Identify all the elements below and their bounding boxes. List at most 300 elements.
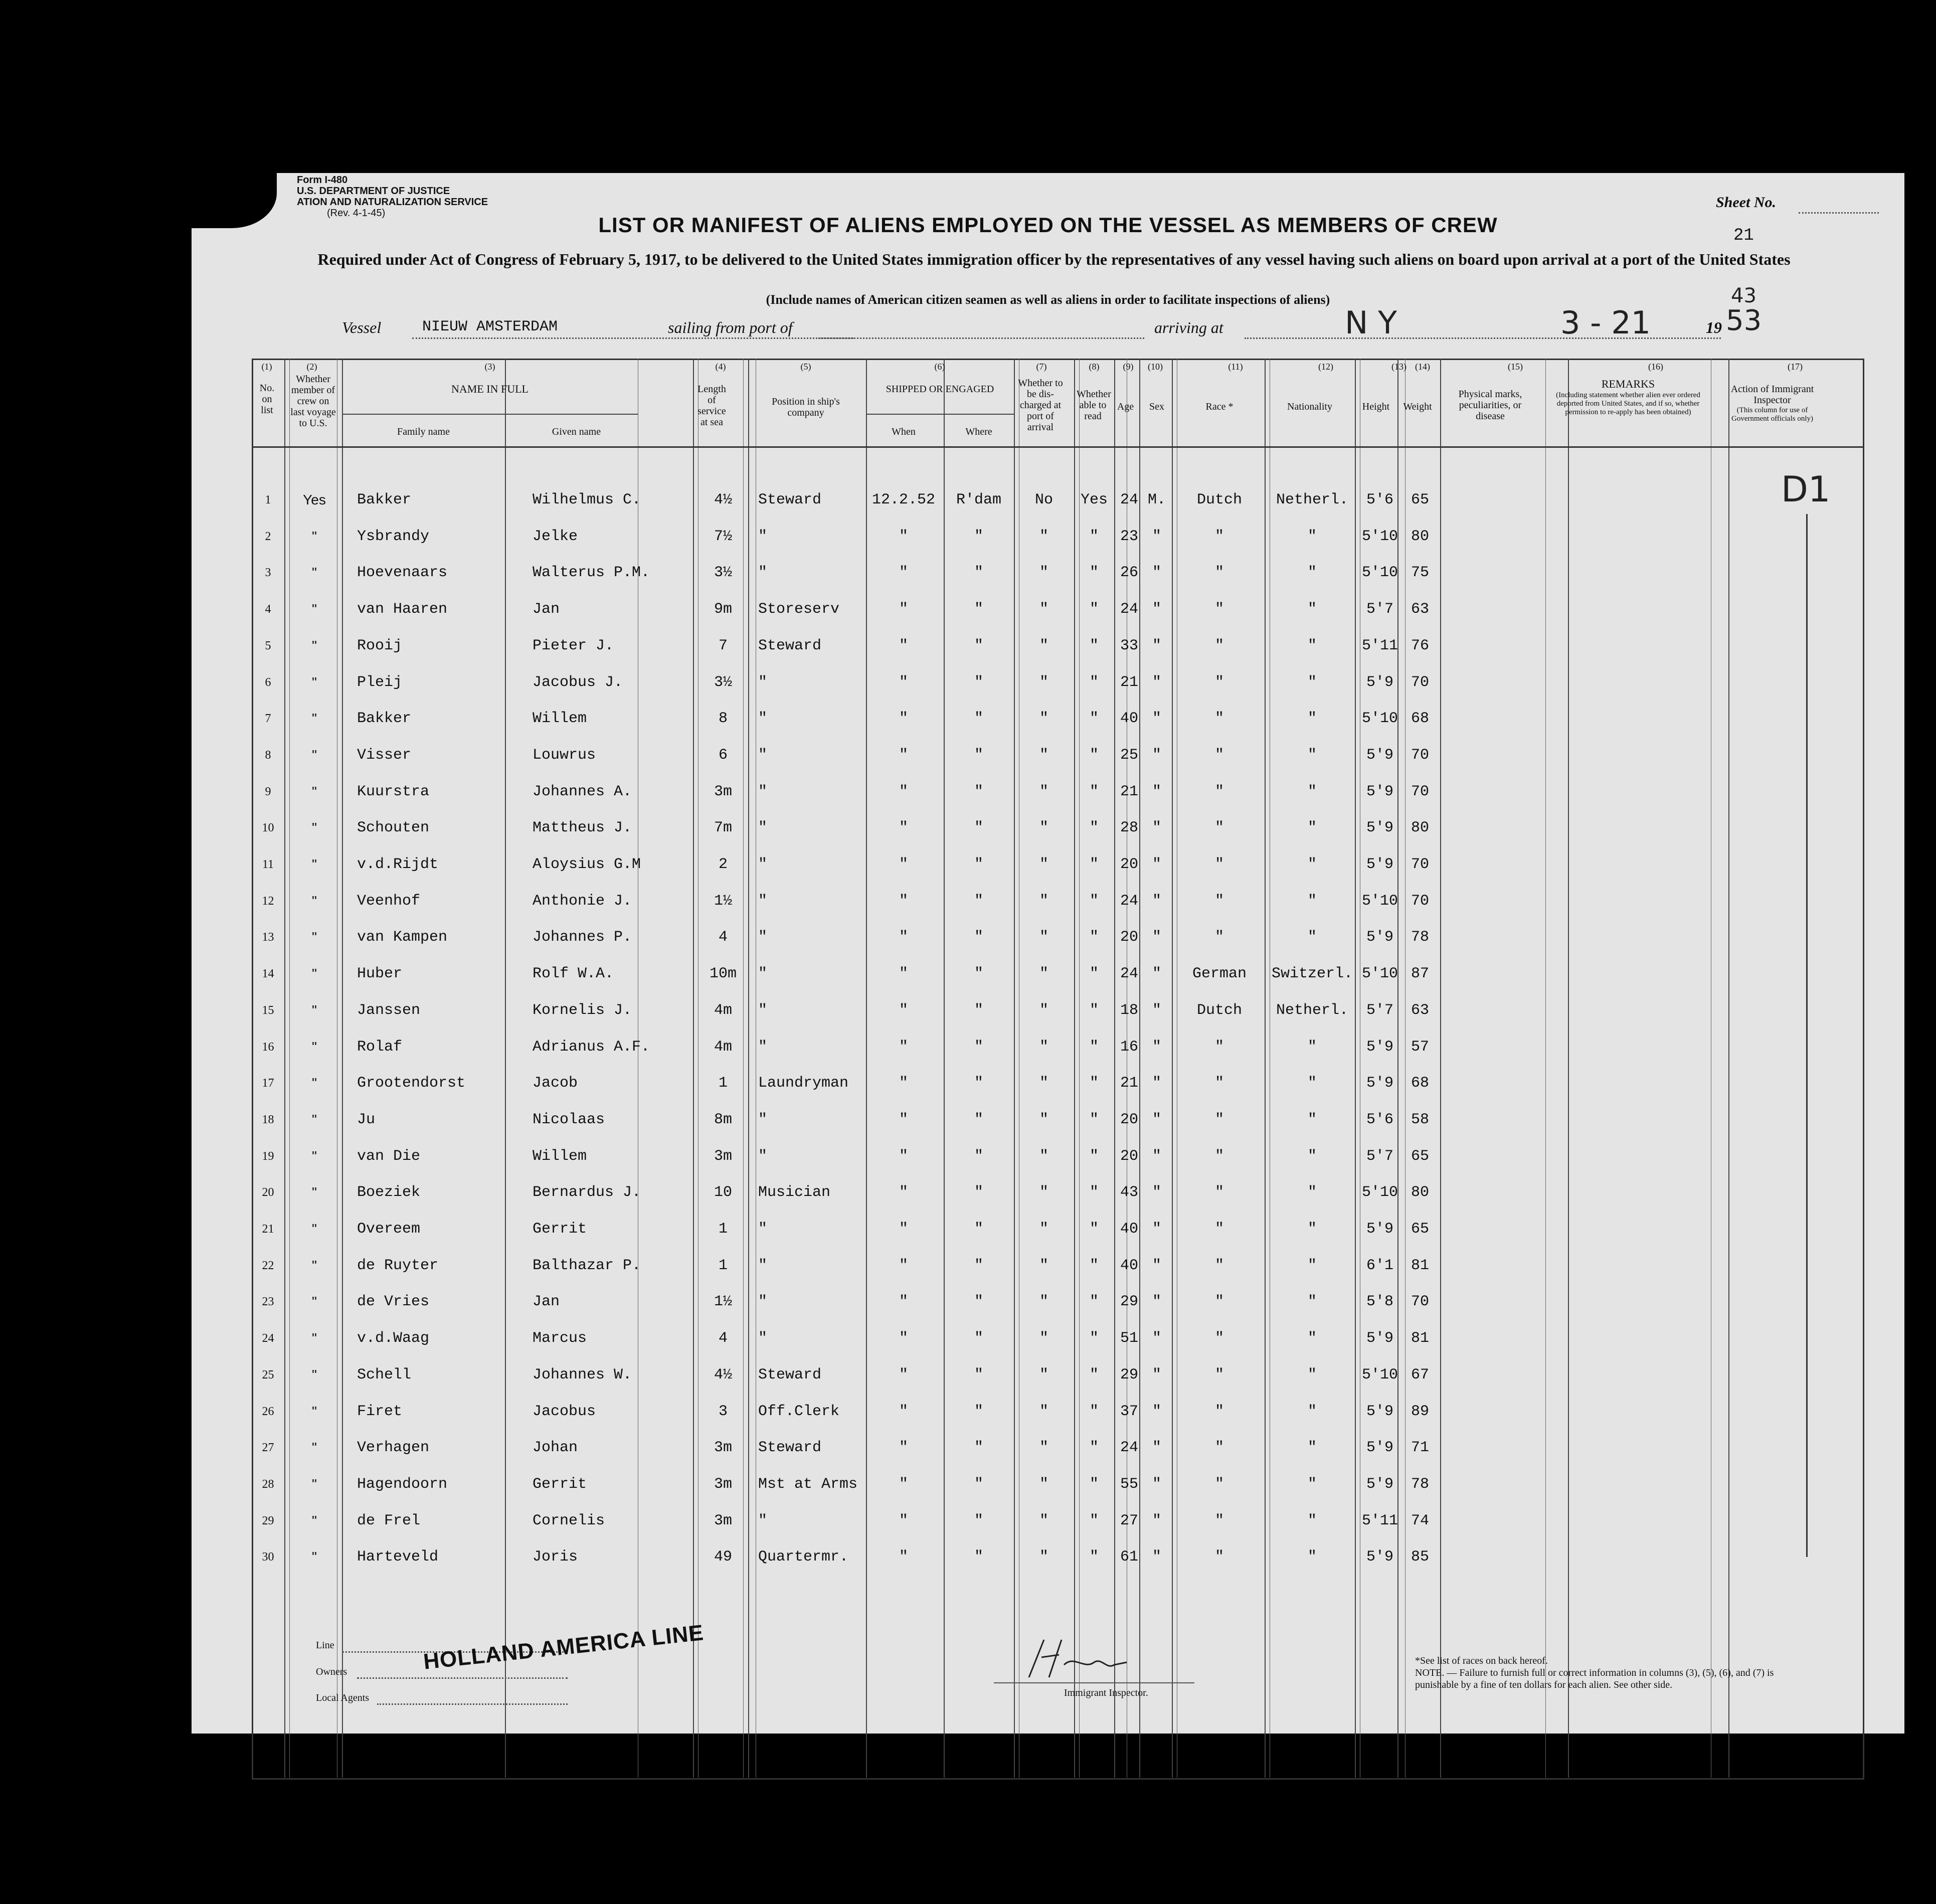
cell-position: " — [758, 819, 768, 837]
cell-shipped-when: " — [899, 1257, 908, 1274]
cell-family-name: Pleij — [357, 673, 403, 691]
cell-able-read: " — [1089, 892, 1099, 910]
cell-shipped-when: " — [899, 1548, 908, 1566]
cell-given-name: Louwrus — [533, 746, 596, 764]
cell-race: " — [1214, 710, 1224, 728]
cell-given-name: Kornelis J. — [533, 1001, 632, 1019]
cell-sex: " — [1152, 819, 1161, 837]
cell-family-name: Hoevenaars — [357, 564, 448, 582]
cell-no: 19 — [262, 1149, 274, 1163]
cell-member: " — [312, 711, 317, 727]
cell-sex: " — [1152, 965, 1161, 983]
cell-shipped-where: " — [974, 1075, 983, 1092]
cell-shipped-where: " — [974, 746, 983, 764]
sheet-number: 21 — [1733, 226, 1754, 245]
footer-owners-label: Owners — [316, 1666, 347, 1677]
cell-age: 33 — [1120, 637, 1138, 654]
cell-able-read: " — [1089, 1147, 1099, 1165]
cell-position: " — [758, 929, 768, 946]
cell-shipped-when: " — [899, 1512, 908, 1529]
cell-age: 21 — [1120, 783, 1138, 800]
cell-age: 55 — [1120, 1475, 1138, 1493]
cell-given-name: Walterus P.M. — [533, 564, 650, 582]
cell-no: 26 — [262, 1405, 274, 1418]
vessel-name: NIEUW AMSTERDAM — [422, 318, 558, 335]
cell-given-name: Anthonie J. — [533, 892, 632, 910]
cell-family-name: Visser — [357, 746, 412, 764]
cell-shipped-where: " — [974, 637, 983, 654]
cell-discharged: " — [1039, 601, 1048, 618]
cell-position: " — [758, 1038, 768, 1056]
cell-height: 5'11 — [1361, 1512, 1398, 1529]
year-prefix: 19 — [1706, 318, 1722, 336]
cell-sex: " — [1152, 1548, 1161, 1566]
column-rule — [1265, 359, 1266, 1778]
column-rule — [1114, 359, 1115, 1778]
cell-age: 18 — [1120, 1001, 1138, 1019]
cell-age: 24 — [1120, 601, 1138, 618]
cell-position: " — [758, 1001, 768, 1019]
cell-length-service: 6 — [718, 746, 728, 764]
cell-height: 5'6 — [1366, 1111, 1393, 1128]
cell-race: German — [1192, 965, 1247, 983]
cell-position: Quartermr. — [758, 1548, 849, 1566]
cell-race: " — [1214, 1475, 1224, 1493]
hdr-action: Action of Immigrant Inspector — [1730, 384, 1814, 406]
cell-able-read: " — [1089, 564, 1099, 582]
hdr-where: Where — [965, 426, 992, 437]
cell-age: 25 — [1120, 746, 1138, 764]
cell-given-name: Rolf W.A. — [533, 965, 614, 983]
column-rule — [748, 359, 749, 1778]
cell-able-read: " — [1089, 1475, 1099, 1493]
cell-shipped-when: " — [899, 637, 908, 654]
cell-position: Laundryman — [758, 1075, 849, 1092]
cell-length-service: 3m — [714, 1475, 732, 1493]
cell-race: " — [1214, 819, 1224, 837]
cell-member: " — [312, 1221, 317, 1237]
cell-age: 27 — [1120, 1512, 1138, 1529]
cell-shipped-where: " — [974, 528, 983, 545]
cell-member: " — [312, 674, 317, 690]
cell-age: 24 — [1120, 965, 1138, 983]
column-number: (11) — [1228, 362, 1243, 372]
cell-able-read: " — [1089, 1366, 1099, 1383]
cell-race: " — [1214, 929, 1224, 946]
cell-given-name: Jacobus — [533, 1403, 596, 1420]
cell-nationality: " — [1307, 1439, 1317, 1457]
column-number: (5) — [800, 362, 811, 372]
cell-sex: " — [1152, 1184, 1161, 1201]
cell-able-read: " — [1089, 637, 1099, 654]
cell-shipped-where: " — [974, 1366, 983, 1383]
cell-age: 21 — [1120, 1075, 1138, 1092]
cell-height: 5'9 — [1366, 1330, 1393, 1347]
cell-age: 28 — [1120, 819, 1138, 837]
cell-sex: " — [1152, 1257, 1161, 1274]
cell-able-read: " — [1089, 1184, 1099, 1201]
arriving-date: 3 - 21 — [1560, 304, 1651, 341]
column-number: (6) — [934, 362, 945, 372]
cell-no: 15 — [262, 1003, 274, 1017]
cell-nationality: " — [1307, 1075, 1317, 1092]
column-number: (4) — [715, 362, 726, 372]
cell-able-read: " — [1089, 1111, 1099, 1128]
cell-position: Steward — [758, 637, 822, 654]
cell-able-read: " — [1089, 1257, 1099, 1274]
cell-nationality: " — [1307, 528, 1317, 545]
cell-height: 5'8 — [1366, 1293, 1393, 1311]
cell-shipped-when: " — [899, 1293, 908, 1311]
cell-family-name: Rolaf — [357, 1038, 403, 1056]
cell-shipped-where: R'dam — [956, 491, 1001, 508]
cell-sex: " — [1152, 1439, 1161, 1457]
cell-length-service: 4m — [714, 1001, 732, 1019]
cell-weight: 70 — [1411, 673, 1429, 691]
cell-member: " — [312, 1512, 317, 1528]
cell-nationality: " — [1307, 1257, 1317, 1274]
column-rule — [1728, 359, 1729, 1778]
cell-shipped-when: " — [899, 1439, 908, 1457]
cell-weight: 89 — [1411, 1403, 1429, 1420]
cell-family-name: Ju — [357, 1111, 376, 1128]
column-number: (1) — [261, 362, 272, 372]
cell-no: 14 — [262, 967, 274, 981]
cell-discharged: " — [1039, 1038, 1048, 1056]
cell-family-name: v.d.Waag — [357, 1330, 430, 1347]
cell-position: " — [758, 710, 768, 728]
cell-able-read: " — [1089, 601, 1099, 618]
hdr-age: Age — [1117, 401, 1134, 412]
cell-member: " — [312, 1366, 317, 1382]
cell-no: 13 — [262, 931, 274, 944]
cell-age: 21 — [1120, 673, 1138, 691]
cell-family-name: Rooij — [357, 637, 403, 654]
cell-weight: 87 — [1411, 965, 1429, 983]
cell-able-read: " — [1089, 1038, 1099, 1056]
cell-length-service: 3½ — [714, 564, 732, 582]
cell-length-service: 8m — [714, 1111, 732, 1128]
cell-family-name: Ysbrandy — [357, 528, 430, 545]
arriving-port: N Y — [1345, 304, 1397, 341]
cell-weight: 80 — [1411, 528, 1429, 545]
cell-given-name: Gerrit — [533, 1221, 587, 1238]
cell-weight: 65 — [1411, 1147, 1429, 1165]
column-rule — [1172, 359, 1173, 1778]
cell-able-read: " — [1089, 1001, 1099, 1019]
cell-shipped-when: " — [899, 1038, 908, 1056]
cell-discharged: " — [1039, 1475, 1048, 1493]
cell-nationality: " — [1307, 1111, 1317, 1128]
cell-race: " — [1214, 1512, 1224, 1529]
cell-member: " — [312, 820, 317, 836]
cell-nationality: " — [1307, 601, 1317, 618]
cell-height: 5'6 — [1366, 491, 1393, 508]
cell-given-name: Willem — [533, 710, 587, 728]
cell-height: 5'9 — [1366, 1075, 1393, 1092]
cell-age: 16 — [1120, 1038, 1138, 1056]
cell-height: 5'11 — [1361, 637, 1398, 654]
cell-member: " — [312, 1075, 317, 1091]
hdr-discharged: Whether to be dis-charged at port of arrival — [1018, 378, 1063, 433]
cell-age: 37 — [1120, 1403, 1138, 1420]
cell-height: 5'9 — [1366, 929, 1393, 946]
cell-nationality: " — [1307, 783, 1317, 800]
hdr-given-name: Given name — [552, 426, 601, 437]
cell-weight: 70 — [1411, 1293, 1429, 1311]
cell-height: 5'7 — [1366, 1147, 1393, 1165]
cell-shipped-where: " — [974, 710, 983, 728]
cell-position: Storeserv — [758, 601, 840, 618]
cell-able-read: " — [1089, 819, 1099, 837]
cell-race: " — [1214, 1147, 1224, 1165]
cell-nationality: " — [1307, 1366, 1317, 1383]
cell-shipped-when: " — [899, 1147, 908, 1165]
cell-race: " — [1214, 1366, 1224, 1383]
cell-age: 24 — [1120, 892, 1138, 910]
column-number: (7) — [1036, 362, 1047, 372]
cell-family-name: de Vries — [357, 1293, 430, 1311]
cell-sex: " — [1152, 564, 1161, 582]
cell-height: 5'10 — [1361, 965, 1398, 983]
cell-weight: 75 — [1411, 564, 1429, 582]
cell-family-name: van Kampen — [357, 929, 448, 946]
cell-discharged: " — [1039, 564, 1048, 582]
cell-shipped-when: " — [899, 783, 908, 800]
cell-age: 40 — [1120, 1257, 1138, 1274]
cell-no: 5 — [265, 639, 271, 652]
cell-weight: 78 — [1411, 1475, 1429, 1493]
cell-discharged: " — [1039, 746, 1048, 764]
cell-race: " — [1214, 637, 1224, 654]
page-title: LIST OR MANIFEST OF ALIENS EMPLOYED ON THE VESSEL AS MEMBERS OF CREW — [598, 213, 1498, 237]
column-rule — [342, 359, 343, 1778]
cell-shipped-when: " — [899, 1184, 908, 1201]
cell-age: 29 — [1120, 1293, 1138, 1311]
cell-no: 20 — [262, 1186, 274, 1199]
cell-shipped-when: " — [899, 1075, 908, 1092]
cell-family-name: Boeziek — [357, 1184, 421, 1201]
cell-height: 5'7 — [1366, 1001, 1393, 1019]
cell-race: " — [1214, 1439, 1224, 1457]
cell-nationality: " — [1307, 1548, 1317, 1566]
cell-shipped-where: " — [974, 1184, 983, 1201]
cell-given-name: Aloysius G.M — [533, 856, 641, 873]
cell-weight: 74 — [1411, 1512, 1429, 1529]
cell-able-read: " — [1089, 1075, 1099, 1092]
cell-height: 5'10 — [1361, 710, 1398, 728]
cell-age: 29 — [1120, 1366, 1138, 1383]
vessel-label: Vessel — [342, 318, 382, 336]
cell-shipped-where: " — [974, 892, 983, 910]
page-subnote: (Include names of American citizen seamen as well as aliens in order to facilitate inspections of aliens) — [766, 292, 1330, 307]
cell-family-name: Overeem — [357, 1221, 421, 1238]
cell-family-name: v.d.Rijdt — [357, 856, 439, 873]
cell-weight: 63 — [1411, 601, 1429, 618]
cell-weight: 71 — [1411, 1439, 1429, 1457]
cell-member: " — [312, 747, 317, 763]
cell-nationality: " — [1307, 1475, 1317, 1493]
cell-discharged: " — [1039, 1257, 1048, 1274]
cell-able-read: " — [1089, 746, 1099, 764]
cell-race: " — [1214, 856, 1224, 873]
cell-nationality: " — [1307, 1512, 1317, 1529]
cell-position: " — [758, 564, 768, 582]
cell-shipped-when: " — [899, 1330, 908, 1347]
cell-member: " — [312, 1330, 317, 1346]
arriving-label: arriving at — [1154, 318, 1223, 336]
cell-sex: " — [1152, 1075, 1161, 1092]
cell-family-name: van Haaren — [357, 601, 448, 618]
cell-sex: " — [1152, 637, 1161, 654]
cell-position: " — [758, 1221, 768, 1238]
column-rule — [1440, 359, 1441, 1778]
cell-no: 29 — [262, 1514, 274, 1527]
cell-given-name: Pieter J. — [533, 637, 614, 654]
cell-race: Dutch — [1196, 491, 1242, 508]
cell-given-name: Johannes P. — [533, 929, 632, 946]
cell-no: 18 — [262, 1113, 274, 1126]
cell-member: " — [312, 1184, 317, 1200]
cell-discharged: " — [1039, 1330, 1048, 1347]
column-rule — [1545, 359, 1546, 1778]
cell-weight: 81 — [1411, 1330, 1429, 1347]
cell-sex: " — [1152, 1038, 1161, 1056]
cell-length-service: 3m — [714, 1147, 732, 1165]
cell-weight: 67 — [1411, 1366, 1429, 1383]
cell-sex: " — [1152, 1475, 1161, 1493]
cell-able-read: Yes — [1080, 491, 1108, 508]
cell-length-service: 7m — [714, 819, 732, 837]
page-subtitle: Required under Act of Congress of February 5, 1917, to be delivered to the United States immigration officer by the representatives of any vessel having such aliens on board upon arrival at a port of the United States — [317, 250, 1791, 268]
cell-shipped-where: " — [974, 1257, 983, 1274]
cell-no: 6 — [265, 675, 271, 689]
cell-able-read: " — [1089, 1548, 1099, 1566]
cell-member: " — [312, 1440, 317, 1456]
column-number: (14) — [1415, 362, 1430, 372]
cell-discharged: " — [1039, 637, 1048, 654]
cell-shipped-where: " — [974, 1512, 983, 1529]
cell-shipped-where: " — [974, 1293, 983, 1311]
cell-age: 20 — [1120, 1147, 1138, 1165]
cell-discharged: " — [1039, 1403, 1048, 1420]
cell-member: " — [312, 1038, 317, 1055]
cell-race: " — [1214, 1293, 1224, 1311]
cell-given-name: Wilhelmus C. — [533, 491, 641, 508]
cell-shipped-when: " — [899, 1403, 908, 1420]
cell-nationality: " — [1307, 710, 1317, 728]
cell-member: " — [312, 856, 317, 872]
cell-shipped-where: " — [974, 1403, 983, 1420]
cell-discharged: " — [1039, 1293, 1048, 1311]
cell-no: 23 — [262, 1295, 274, 1309]
cell-discharged: " — [1039, 1001, 1048, 1019]
cell-shipped-when: " — [899, 1221, 908, 1238]
cell-member: " — [312, 637, 317, 653]
cell-discharged: " — [1039, 892, 1048, 910]
cell-shipped-where: " — [974, 1548, 983, 1566]
hdr-shipped: SHIPPED OR ENGAGED — [886, 384, 994, 395]
cell-weight: 76 — [1411, 637, 1429, 654]
cell-able-read: " — [1089, 1330, 1099, 1347]
hdr-weight: Weight — [1403, 401, 1432, 412]
cell-height: 5'9 — [1366, 1475, 1393, 1493]
cell-position: " — [758, 1293, 768, 1311]
cell-position: " — [758, 1147, 768, 1165]
column-rule — [1014, 359, 1015, 1778]
cell-position: " — [758, 1512, 768, 1529]
cell-nationality: Netherl. — [1276, 491, 1349, 508]
cell-length-service: 49 — [714, 1548, 732, 1566]
column-number: (10) — [1148, 362, 1163, 372]
cell-weight: 70 — [1411, 746, 1429, 764]
cell-able-read: " — [1089, 1221, 1099, 1238]
cell-given-name: Johannes A. — [533, 783, 632, 800]
cell-weight: 80 — [1411, 819, 1429, 837]
hdr-remarks: REMARKS — [1601, 378, 1655, 390]
cell-weight: 85 — [1411, 1548, 1429, 1566]
cell-no: 17 — [262, 1077, 274, 1090]
cell-position: " — [758, 783, 768, 800]
cell-shipped-where: " — [974, 1147, 983, 1165]
cell-race: " — [1214, 783, 1224, 800]
cell-nationality: " — [1307, 673, 1317, 691]
cell-no: 2 — [265, 530, 271, 543]
cell-discharged: " — [1039, 528, 1048, 545]
cell-nationality: " — [1307, 564, 1317, 582]
cell-discharged: " — [1039, 1221, 1048, 1238]
cell-race: " — [1214, 601, 1224, 618]
cell-sex: " — [1152, 1330, 1161, 1347]
column-number: (8) — [1089, 362, 1100, 372]
action-line — [1806, 514, 1808, 1557]
cell-age: 40 — [1120, 710, 1138, 728]
cell-age: 20 — [1120, 856, 1138, 873]
column-number: (3) — [484, 362, 495, 372]
cell-nationality: " — [1307, 1147, 1317, 1165]
cell-given-name: Balthazar P. — [533, 1257, 641, 1274]
column-number: (15) — [1508, 362, 1523, 372]
cell-shipped-when: 12.2.52 — [871, 491, 936, 508]
footer-note — [1415, 1655, 1796, 1691]
cell-given-name: Johannes W. — [533, 1366, 632, 1383]
cell-age: 40 — [1120, 1221, 1138, 1238]
hdr-remarks-note: (Including statement whether alien ever ordered deported from United States, and if so, whether permission to re-apply has been obtained) — [1556, 391, 1700, 416]
cell-age: 26 — [1120, 564, 1138, 582]
cell-sex: " — [1152, 856, 1161, 873]
cell-no: 30 — [262, 1550, 274, 1564]
cell-shipped-when: " — [899, 892, 908, 910]
cell-discharged: " — [1039, 929, 1048, 946]
cell-race: " — [1214, 1403, 1224, 1420]
cell-sex: " — [1152, 1111, 1161, 1128]
cell-nationality: " — [1307, 1184, 1317, 1201]
cell-shipped-where: " — [974, 601, 983, 618]
hdr-family-name: Family name — [397, 426, 450, 437]
cell-length-service: 3m — [714, 1439, 732, 1457]
cell-no: 21 — [262, 1223, 274, 1236]
cell-sex: " — [1152, 1001, 1161, 1019]
cell-able-read: " — [1089, 528, 1099, 545]
cell-member: " — [312, 1111, 317, 1127]
cell-length-service: 7½ — [714, 528, 732, 545]
cell-nationality: " — [1307, 1293, 1317, 1311]
cell-age: 61 — [1120, 1548, 1138, 1566]
hdr-physical: Physical marks, peculiarities, or disease — [1458, 389, 1522, 422]
cell-weight: 65 — [1411, 1221, 1429, 1238]
column-number: (13) — [1391, 362, 1406, 372]
cell-member: " — [312, 1002, 317, 1018]
